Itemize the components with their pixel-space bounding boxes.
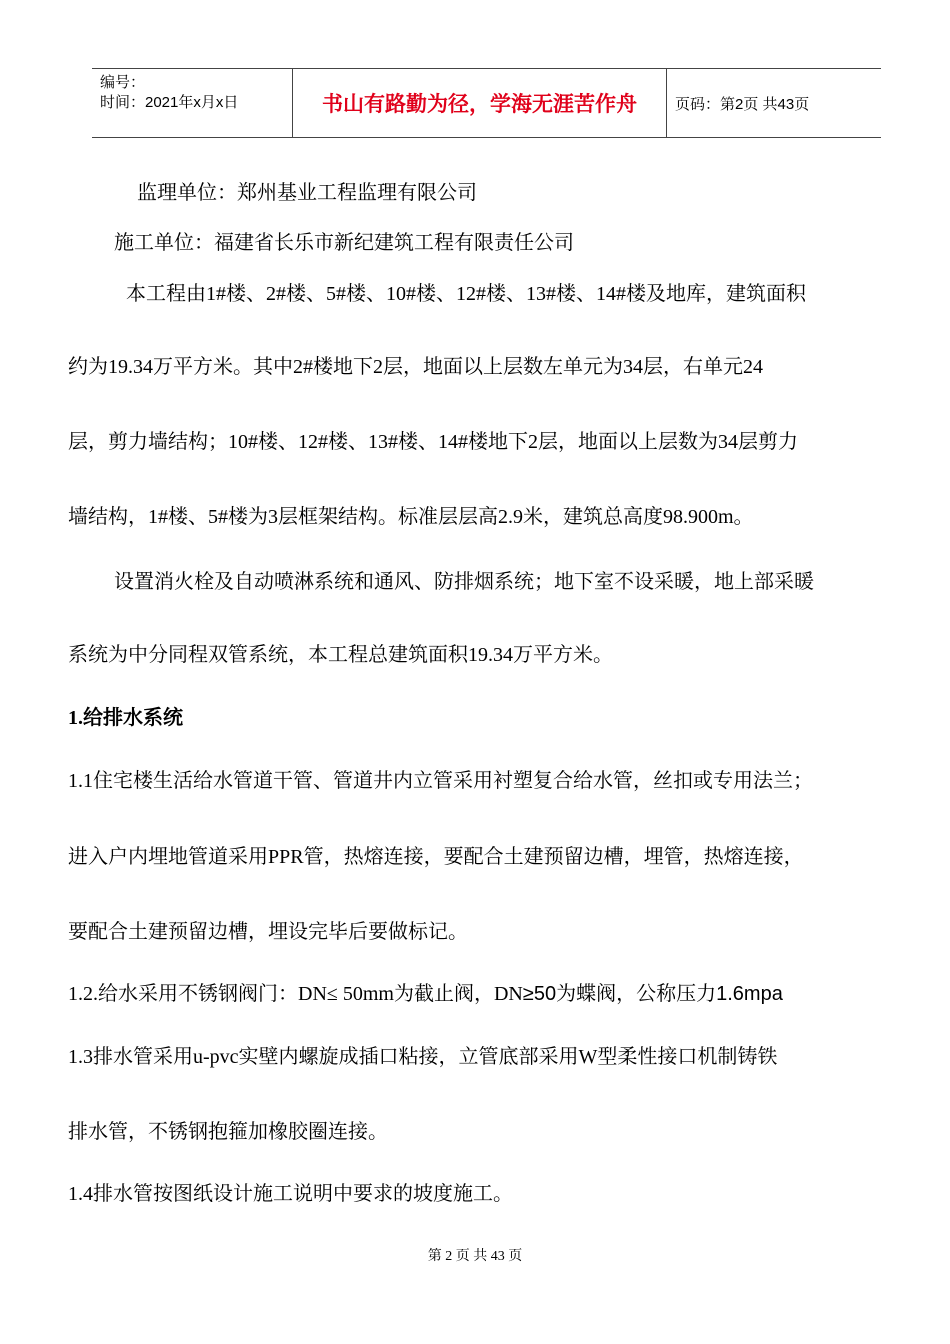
header-number-label: 编号： <box>100 74 146 91</box>
item-1-2-text-a: 1.2.给水采用不锈钢阀门：DN≤ 50mm为截止阀，DN <box>68 983 523 1005</box>
item-1-1-line-3: 要配合土建预留边槽，埋设完毕后要做标记。 <box>68 921 468 943</box>
item-1-2-text-b: ≥50 <box>522 983 557 1005</box>
overview-line-4: 墙结构，1#楼、5#楼为3层框架结构。标准层层高2.9米，建筑总高度98.900m。 <box>68 506 754 528</box>
item-1-2 <box>68 980 908 1008</box>
header-time: 时间：2021年x月x日 <box>100 94 239 111</box>
item-1-3-line-2: 排水管，不锈钢抱箍加橡胶圈连接。 <box>68 1121 388 1143</box>
overview-line-3: 层，剪力墙结构；10#楼、12#楼、13#楼、14#楼地下2层，地面以上层数为34层剪力 <box>68 431 798 453</box>
item-1-1-line-2: 进入户内埋地管道采用PPR管，热熔连接，要配合土建预留边槽，埋管，热熔连接， <box>68 846 804 868</box>
item-1-2-text-d: 1.6mpa <box>716 983 783 1005</box>
header-divider <box>666 69 667 137</box>
header-motto: 书山有路勤为径，学海无涯苦作舟 <box>322 92 637 116</box>
item-1-4: 1.4排水管按图纸设计施工说明中要求的坡度施工。 <box>68 1183 513 1205</box>
page-footer: 第 2 页 共 43 页 <box>427 1249 523 1264</box>
header-page-info: 页码：第2页 共43页 <box>675 95 810 113</box>
supervision-unit: 监理单位：郑州基业工程监理有限公司 <box>137 182 477 204</box>
overview-line-2: 约为19.34万平方米。其中2#楼地下2层，地面以上层数左单元为34层，右单元24 <box>68 356 763 378</box>
item-1-3-line-1: 1.3排水管采用u-pvc实壁内螺旋成插口粘接，立管底部采用W型柔性接口机制铸铁 <box>68 1046 778 1068</box>
construction-unit: 施工单位：福建省长乐市新纪建筑工程有限责任公司 <box>114 232 574 254</box>
overview-line-1: 本工程由1#楼、2#楼、5#楼、10#楼、12#楼、13#楼、14#楼及地库，建筑面积 <box>126 283 806 305</box>
item-1-2-text-c: 为蝶阀，公称压力 <box>556 983 717 1005</box>
header-table <box>92 68 881 138</box>
section-heading: 1.给排水系统 <box>68 707 183 729</box>
header-meta <box>100 73 238 113</box>
item-1-1-line-1: 1.1住宅楼生活给水管道干管、管道井内立管采用衬塑复合给水管，丝扣或专用法兰； <box>68 770 813 792</box>
fire-line-1: 设置消火栓及自动喷淋系统和通风、防排烟系统；地下室不设采暖，地上部采暖 <box>114 571 814 593</box>
fire-line-2: 系统为中分同程双管系统，本工程总建筑面积19.34万平方米。 <box>68 644 613 666</box>
